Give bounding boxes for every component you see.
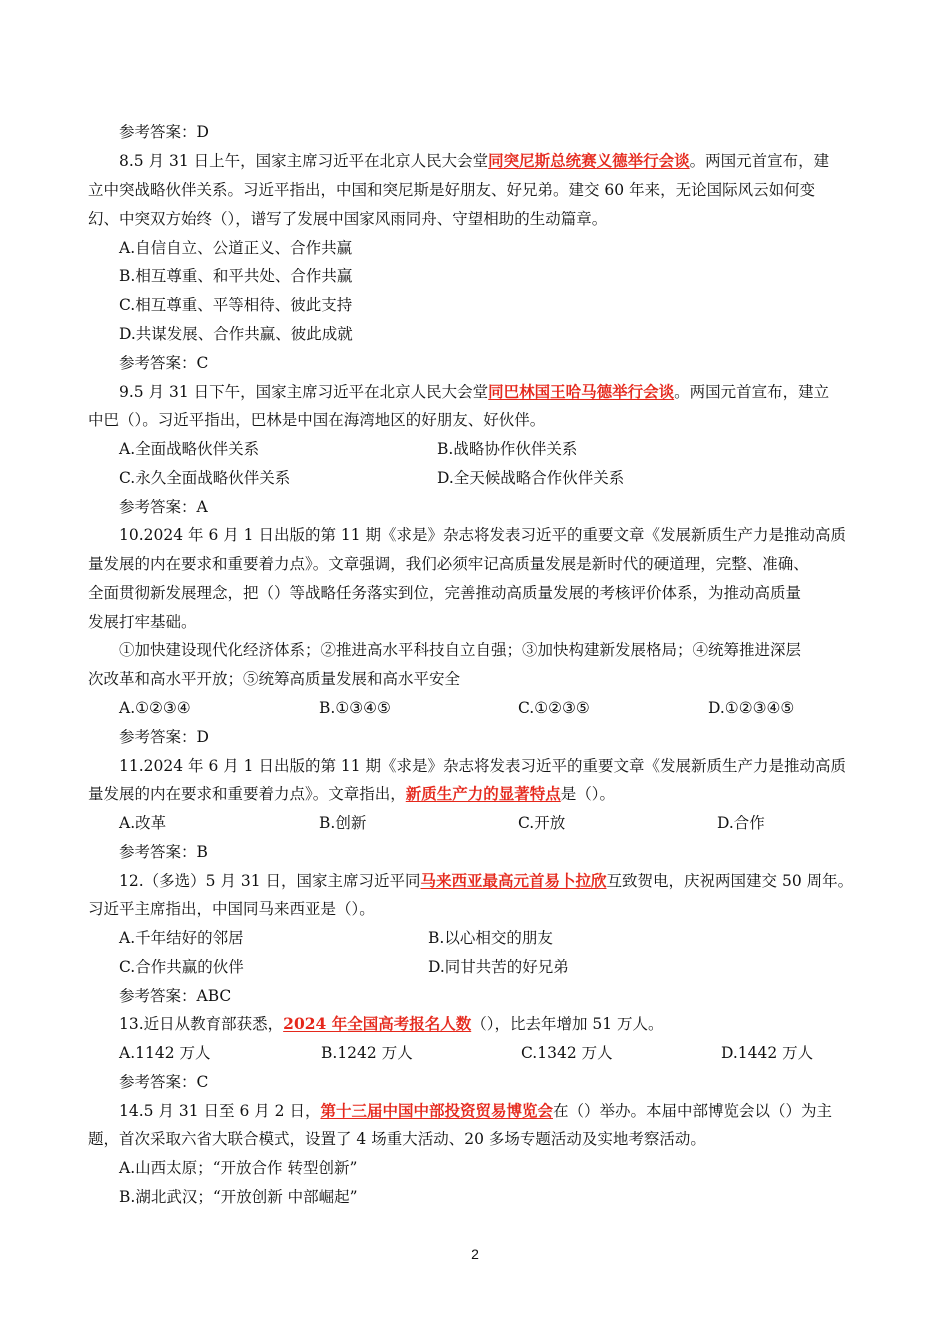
option-a: A.千年结好的邻居 (119, 929, 244, 947)
question-text-line: 立中突战略伙伴关系。习近平指出，中国和突尼斯是好朋友、好兄弟。建交 60 年来，无论国际风云如何变 (88, 181, 816, 199)
question-11: 11.2024 年 6 月 1 日出版的第 11 期《求是》杂志将发表习近平的重要文章《发展新质生产力是推动高质 (119, 757, 847, 775)
question-text-line: 量发展的内在要求和重要着力点》。文章强调，我们必须牢记高质量发展是新时代的硬道理，完整、准确、 (88, 555, 809, 573)
question-text-line: 幻、中突双方始终（），谱写了发展中国家风雨同舟、守望相助的生动篇章。 (88, 210, 608, 228)
answer-line: 参考答案：C (119, 354, 209, 372)
page-number: 2 (471, 1246, 479, 1262)
question-13: 13.近日从教育部获悉，2024 年全国高考报名人数（），比去年增加 51 万人。 (119, 1014, 664, 1033)
question-text-line: 中巴（）。习近平指出，巴林是中国在海湾地区的好朋友、好伙伴。 (88, 411, 546, 429)
answer-line: 参考答案：C (119, 1073, 209, 1091)
option-a: A.改革 (119, 814, 167, 832)
option-b: B.战略协作伙伴关系 (437, 440, 578, 458)
question-8: 8.5 月 31 日上午，国家主席习近平在北京人民大会堂同突尼斯总统赛义德举行会谈。两国元首宣布，建 (119, 151, 830, 170)
highlight-text: 同巴林国王哈马德举行会谈 (488, 382, 675, 401)
option-b: B.以心相交的朋友 (428, 929, 553, 947)
sub-statements: ①加快建设现代化经济体系；②推进高水平科技自立自强；③加快构建新发展格局；④统筹推进深层 (119, 641, 802, 659)
option-d: D.全天候战略合作伙伴关系 (437, 469, 625, 487)
highlight-text: 2024 年全国高考报名人数 (283, 1014, 472, 1033)
option-d: D.1442 万人 (721, 1044, 814, 1062)
option-c: C.永久全面战略伙伴关系 (119, 469, 291, 487)
question-text-line: 全面贯彻新发展理念，把（）等战略任务落实到位，完善推动高质量发展的考核评价体系，为推动高质量 (88, 584, 802, 602)
highlight-text: 新质生产力的显著特点 (405, 784, 561, 803)
question-10: 10.2024 年 6 月 1 日出版的第 11 期《求是》杂志将发表习近平的重要文章《发展新质生产力是推动高质 (119, 526, 847, 544)
option-b: B.相互尊重、和平共处、合作共赢 (119, 267, 353, 285)
highlight-text: 同突尼斯总统赛义德举行会谈 (488, 151, 690, 170)
option-c: C.合作共赢的伙伴 (119, 958, 244, 976)
answer-line: 参考答案：ABC (119, 987, 232, 1005)
question-text-line: 发展打牢基础。 (88, 613, 197, 631)
option-c: C.相互尊重、平等相待、彼此支持 (119, 296, 353, 314)
option-d: D.合作 (717, 814, 765, 832)
question-text-line: 习近平主席指出，中国同马来西亚是（）。 (88, 900, 375, 918)
option-a: A.自信自立、公道正义、合作共赢 (119, 239, 353, 257)
answer-line: 参考答案：D (119, 728, 209, 746)
question-14: 14.5 月 31 日至 6 月 2 日，第十三届中国中部投资贸易博览会在（）举办。本届中部博览会以（）为主 (119, 1101, 832, 1120)
option-c: C.1342 万人 (521, 1044, 613, 1062)
option-c: C.①②③⑤ (518, 699, 590, 717)
option-a: A.全面战略伙伴关系 (119, 440, 260, 458)
answer-line: 参考答案：B (119, 843, 208, 861)
question-text-line: 题，首次采取六省大联合模式，设置了 4 场重大活动、20 多场专题活动及实地考察活动。 (88, 1130, 706, 1148)
option-d: D.共谋发展、合作共赢、彼此成就 (119, 325, 353, 343)
option-b: B.湖北武汉；“开放创新 中部崛起” (119, 1188, 358, 1206)
question-12: 12.（多选）5 月 31 日，国家主席习近平同马来西亚最高元首易卜拉欣互致贺电，庆祝两国建交 50 周年。 (119, 871, 854, 890)
option-c: C.开放 (518, 814, 566, 832)
option-d: D.①②③④⑤ (708, 699, 795, 717)
option-a: A.山西太原；“开放合作 转型创新” (119, 1159, 358, 1177)
option-d: D.同甘共苦的好兄弟 (428, 958, 569, 976)
option-a: A.1142 万人 (119, 1044, 211, 1062)
option-b: B.①③④⑤ (319, 699, 391, 717)
question-text-line: 量发展的内在要求和重要着力点》。文章指出，新质生产力的显著特点是（）。 (88, 784, 616, 803)
option-a: A.①②③④ (119, 699, 191, 717)
option-b: B.创新 (319, 814, 367, 832)
highlight-text: 马来西亚最高元首易卜拉欣 (420, 871, 607, 890)
option-b: B.1242 万人 (321, 1044, 413, 1062)
sub-statements: 次改革和高水平开放；⑤统筹高质量发展和高水平安全 (88, 670, 461, 688)
question-9: 9.5 月 31 日下午，国家主席习近平在北京人民大会堂同巴林国王哈马德举行会谈。两国元首宣布，建立 (119, 382, 830, 401)
answer-line: 参考答案：A (119, 498, 208, 516)
highlight-text: 第十三届中国中部投资贸易博览会 (320, 1101, 553, 1120)
answer-line: 参考答案：D (119, 123, 209, 141)
